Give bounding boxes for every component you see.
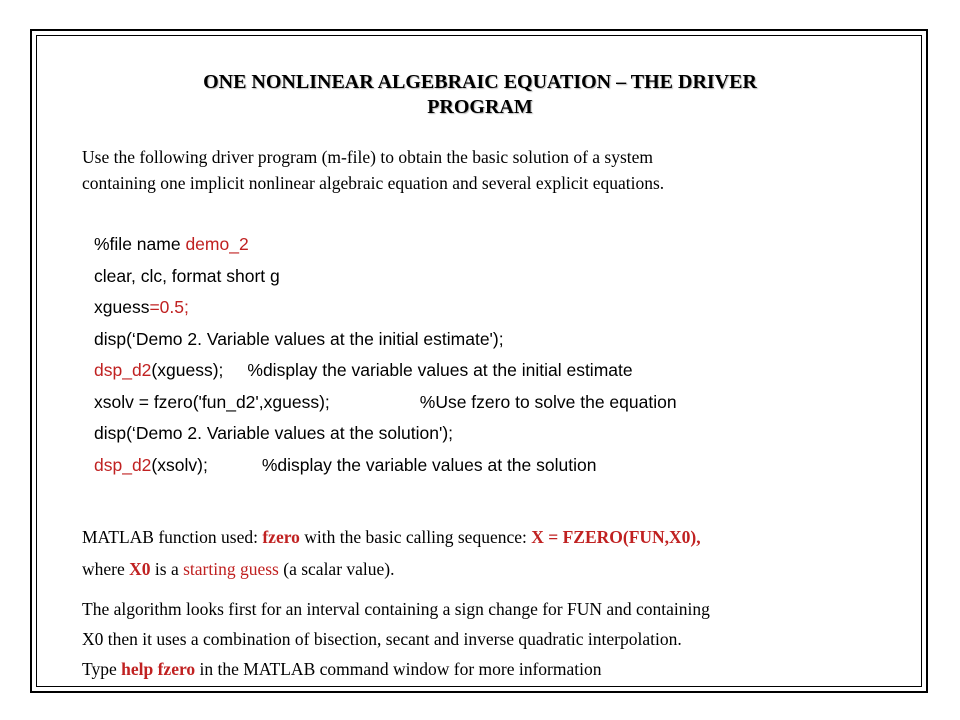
- code-variable: xguess: [94, 297, 150, 317]
- starting-guess-term: starting guess: [183, 559, 279, 579]
- algorithm-line-1: The algorithm looks first for an interval containing a sign change for FUN and containing: [82, 599, 710, 619]
- text-run: is a: [150, 559, 184, 579]
- code-line-7: disp(‘Demo 2. Variable values at the solution');: [94, 423, 454, 443]
- code-statement: xsolv = fzero('fun_d2',xguess);: [94, 391, 330, 412]
- code-args: (xguess);: [151, 360, 224, 380]
- code-line-4: disp(‘Demo 2. Variable values at the initial estimate');: [94, 328, 504, 349]
- code-function: dsp_d2: [94, 454, 152, 475]
- title-line-2: PROGRAM: [427, 96, 533, 118]
- text-run: in the MATLAB command window for more information: [195, 659, 602, 679]
- code-line-2: clear, clc, format short g: [94, 265, 280, 286]
- algorithm-line-3: [82, 654, 902, 684]
- intro-line-1: Use the following driver program (m-file) to obtain the basic solution of a system: [82, 147, 654, 167]
- code-args: (xsolv);: [151, 454, 208, 475]
- matlab-function-line-2: [82, 553, 902, 585]
- x0-term: X0: [129, 559, 151, 579]
- code-line-6: [94, 387, 914, 419]
- slide-title: [80, 70, 880, 120]
- code-comment: %file name: [94, 234, 186, 254]
- code-line-8: [94, 450, 914, 482]
- text-run: Type: [82, 659, 122, 679]
- title-line-1: ONE NONLINEAR ALGEBRAIC EQUATION – THE DRIVER: [203, 71, 757, 93]
- code-comment: %display the variable values at the initial estimate: [247, 360, 633, 380]
- text-run: where: [82, 559, 130, 579]
- text-run: (a scalar value).: [278, 559, 395, 579]
- code-listing: [94, 229, 914, 481]
- function-name: fzero: [262, 527, 300, 547]
- algorithm-paragraph: [82, 594, 902, 684]
- matlab-function-line-1: [82, 521, 902, 553]
- matlab-function-paragraph: [82, 521, 902, 585]
- calling-sequence: X = FZERO(FUN,X0),: [531, 527, 701, 547]
- intro-paragraph: [82, 144, 902, 196]
- code-file-name: demo_2: [185, 234, 249, 254]
- text-run: with the basic calling sequence:: [299, 527, 532, 547]
- code-function: dsp_d2: [94, 360, 152, 380]
- intro-line-2: containing one implicit nonlinear algebraic equation and several explicit equations.: [82, 173, 665, 193]
- code-comment: %Use fzero to solve the equation: [419, 391, 677, 412]
- code-comment: %display the variable values at the solution: [261, 454, 597, 475]
- algorithm-line-2: X0 then it uses a combination of bisection, secant and inverse quadratic interpolation.: [82, 629, 682, 649]
- code-line-1: [94, 229, 914, 261]
- code-line-5: [94, 355, 914, 387]
- code-line-3: [94, 292, 914, 324]
- code-value: =0.5;: [149, 297, 189, 317]
- text-run: MATLAB function used:: [82, 527, 263, 547]
- help-command: help fzero: [121, 659, 196, 679]
